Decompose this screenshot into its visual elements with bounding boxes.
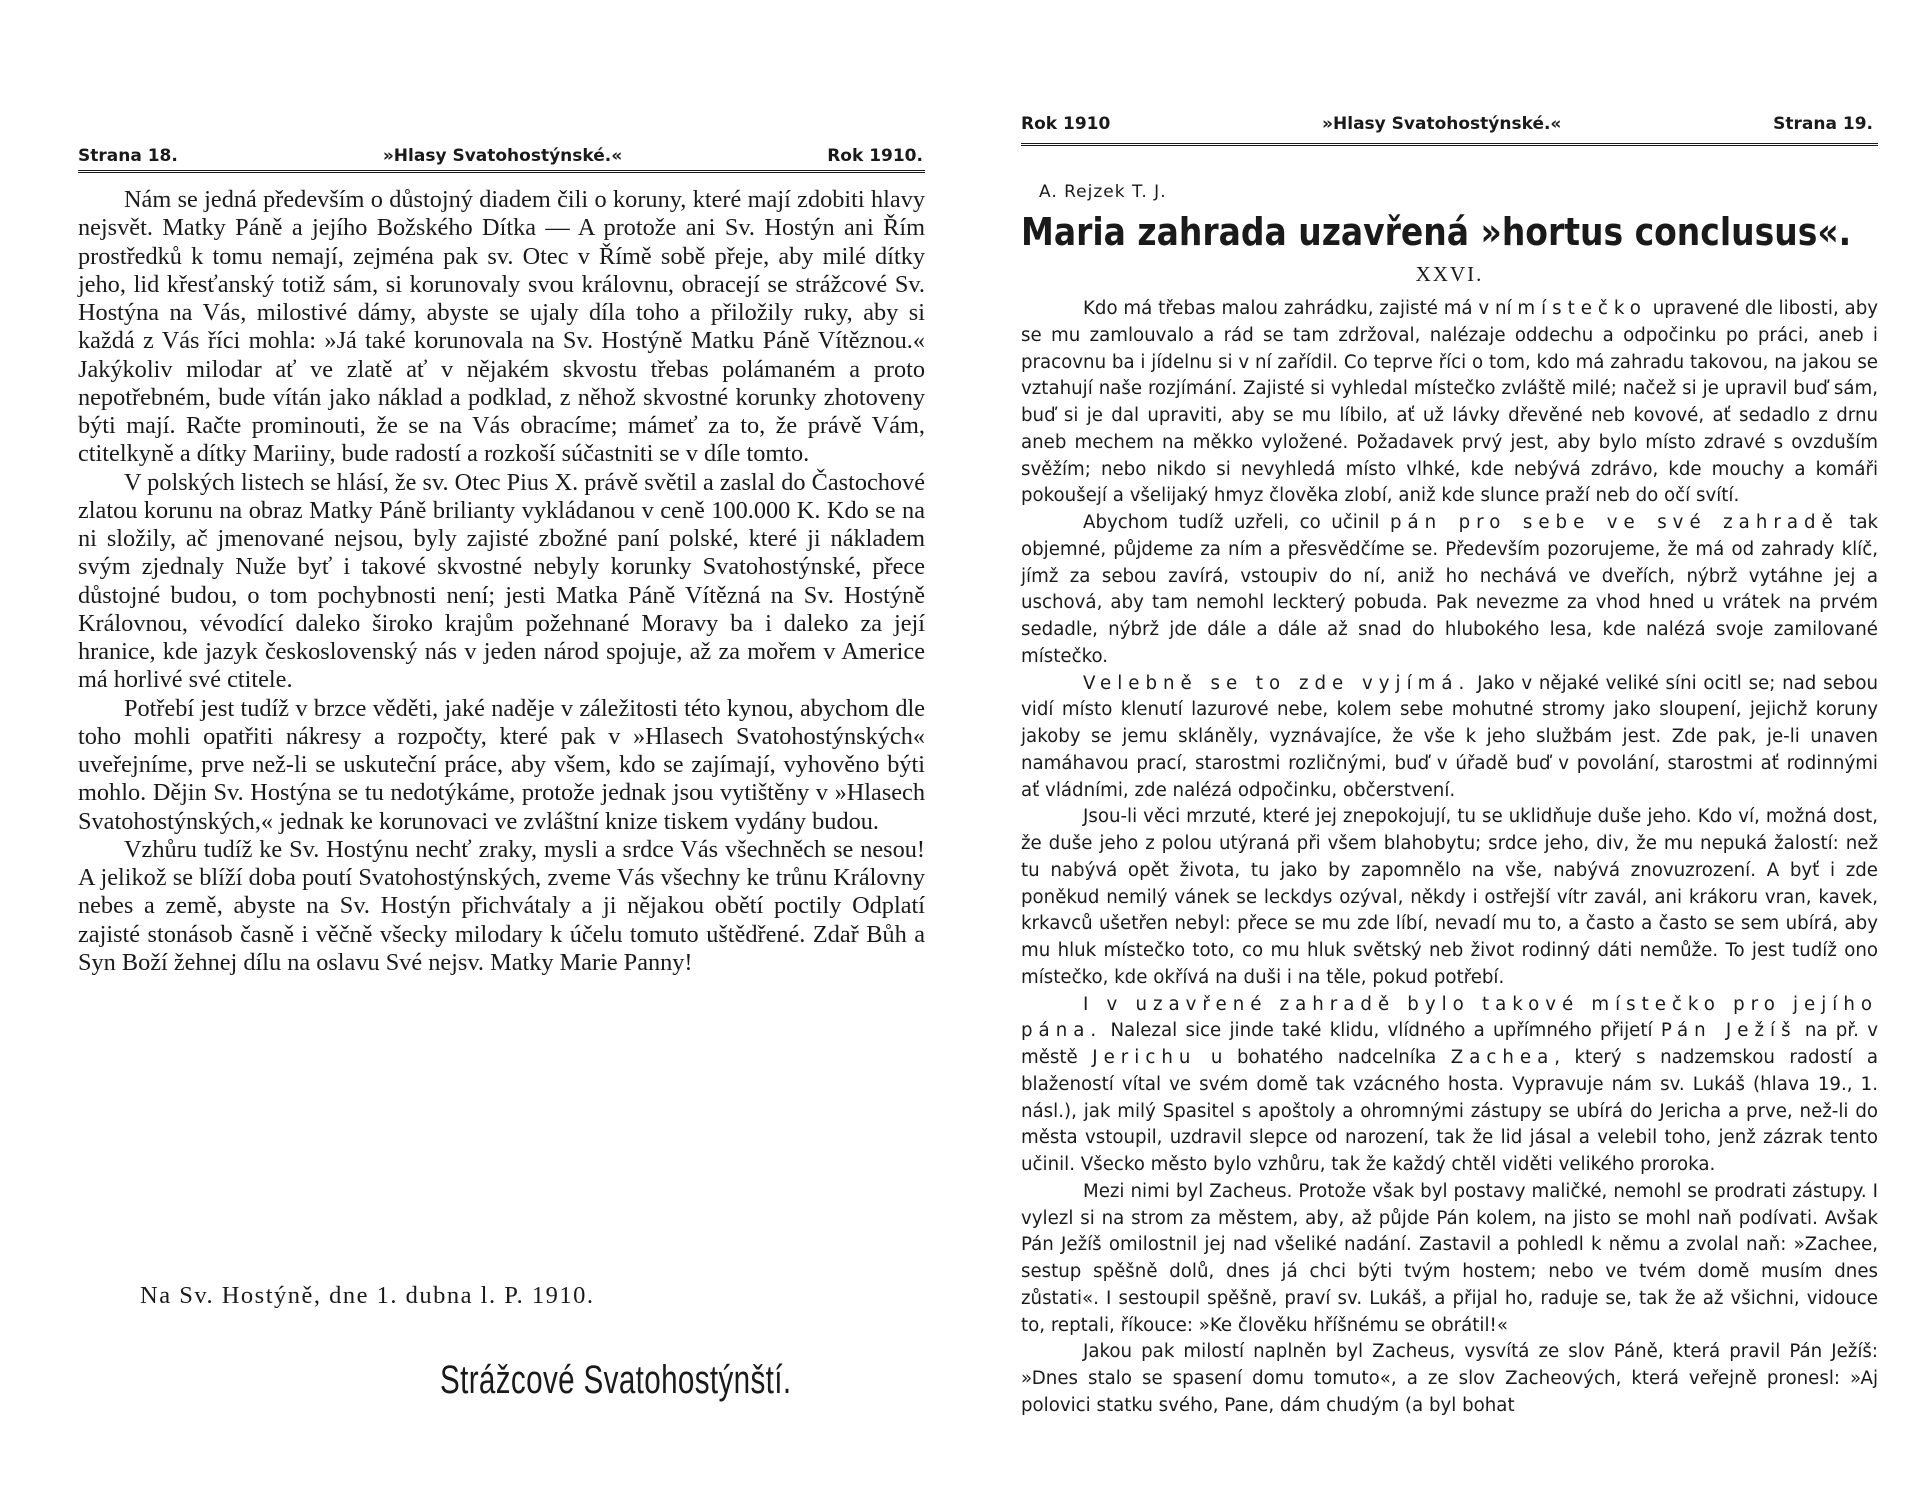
text-run: Kdo má třebas malou zahrádku, zajisté má v ní (1083, 298, 1518, 319)
text-run: Abychom tudíž uzřeli, co učinil (1083, 512, 1390, 533)
spaced-emphasis: Velebně se to zde vyjímá. (1083, 672, 1471, 694)
article-title: Maria zahrada uzavřená »hortus conclusus«. (1021, 210, 1852, 254)
year-left: Rok 1910. (827, 146, 923, 166)
text-run: na př. v městě (1021, 1020, 1878, 1068)
header-rule-left (78, 170, 925, 176)
text-run: Jako v nějaké veliké síni ocitl se; nad sebou vidí místo klenutí lazurové nebe, kolem sebe mohutné stromy jako sloupení, jejichž koruny jakoby se jemu skláněly, vyznávajíce, že vše k jeho službám jest. Zde pak, je-li unaven namáhavou prací, starostmi rozličnými, buď v úřadě buď v povolání, starostmi ať rodinnými ať vládními, zde nalézá odpočinku, občerstvení. (1021, 672, 1878, 801)
spaced-emphasis: místečko (1517, 298, 1647, 319)
running-head-right (1021, 114, 1873, 134)
running-head-left (78, 146, 923, 166)
text-run: tak objemné, půjdeme za ním a přesvědčíme se. Především pozorujeme, že má od zahrady klíč, jímž za sebou zavírá, vstoupiv do ní, aniž ho nechává ve dveřích, nýbrž vytáhne jej a uschová, aby tam nemohl leckterý pobuda. Pak nevezme za vhod hned u vrátek na prvém sedadle, nýbrž jde dále a dále až snad do hlubokého lesa, kde nalézá svoje zamilované místečko. (1021, 512, 1878, 667)
dateline: Na Sv. Hostýně, dne 1. dubna l. P. 1910. (140, 1282, 595, 1309)
spaced-emphasis: Jerichu (1092, 1047, 1197, 1068)
spaced-emphasis: Pán Ježíš (1660, 1020, 1797, 1042)
text-run: Nalezal sice jinde také klidu, vlídného a upřímného přijetí (1102, 1020, 1661, 1042)
chapter-number: XXVI. (1415, 262, 1484, 286)
text-run: upravené dle libosti, aby se mu zamlouvalo a rád se tam zdržoval, nalézaje oddechu a odpočinku po práci, aneb i pracovnu ba i jídelnu si v ní zařídil. Co teprve říci o tom, kdo má zahradu takovou, na jakou se vztahují naše rozjímání. Zajisté si vyhledal místečko zvláště milé; načež si je upravil buď sám, buď si je dal upraviti, aby se mu líbilo, ať už lávky dřevěné neb kovové, ať sedadlo z drnu aneb mechem na měkko vyložené. Požadavek prvý jest, aby bylo místo zdravé s ovzduším svěžím; nebo nikdo si nevyhledá místo vlhké, kde nebývá zdrávo, kde mouchy a komáři pokoušejí a všelijaký hmyz člověka zlobí, aniž kde slunce praží neb do očí svítí. (1021, 298, 1879, 507)
paragraph: Vzhůru tudíž ke Sv. Hostýnu nechť zraky, mysli a srdce Vás všechněch se nesou! A jelikož se blíží doba poutí Svatohostýnských, zveme Vás všechny ke trůnu Královny nebes a země, abyste na Sv. Hostýn přichvátaly a ji nějakou obětí poctily Odplatí zajisté stonásob časně i věčně všecky milodary k účelu tomuto uštědřené. Zdař Bůh a Syn Boží žehnej dílu na oslavu Své nejsv. Matky Marie Panny! (78, 835, 925, 976)
paragraph (1021, 296, 1878, 510)
text-run: , který s nadzemskou radostí a blažeností vítal ve svém domě tak vzácného hosta. Vypravuje nám sv. Lukáš (hlava 19., 1. násl.), jak milý Spasitel s apoštoly a ohromnými zástupy se ubírá do Jericha a prve, než-li do města vstoupil, uzdravil slepce od narození, tak že lid jásal a velebil toho, jenž zázrak tento učinil. Všecko město bylo vzhůru, tak že každý chtěl viděti velikého proroka. (1021, 1047, 1879, 1175)
header-rule-right (1021, 143, 1878, 149)
spaced-emphasis: I v uzavřené zahradě bylo takové místečko pro jejího pána. (1021, 993, 1878, 1042)
right-page (954, 0, 1908, 1501)
paragraph: Jsou-li věci mrzuté, které jej znepokojují, tu se uklidňuje duše jeho. Kdo ví, možná dost, že duše jeho z polou utýraná při všem blahobytu; srdce jeho, div, že mu nepuká žalostí: než tu nabývá opět života, tu jako by zapomnělo na vše, nabývá znovuzrození. A byť i zde poněkud nemilý vánek se leckdys ozýval, někdy i ostřejší vítr zavál, ani krákoru vran, kavek, krkavců ušetřen nebyl: přece se mu zde líbí, nevadí mu to, a často a často se sem ubírá, aby mu hluk místečko toto, co mu hluk světský neb život rodinný dáti nemůže. To jest tudíž ono místečko, kde okřívá na duši i na těle, pokud potřebí. (1021, 806, 1878, 988)
paragraph: Potřebí jest tudíž v brzce věděti, jaké naděje v záležitosti této kynou, abychom dle toho mohli opatřiti nákresy a rozpočty, které pak v »Hlasech Svatohostýnských« uveřejníme, prve než-li se uskuteční práce, aby všem, kdo se zajímají, vyhověno býti mohlo. Dějin Sv. Hostýna se tu nedotýkáme, protože jednak jsou vytištěny v »Hlasech Svatohostýnských,« jednak ke korunovaci ve zvláštní knize tiskem vydány budou. (78, 694, 925, 835)
paragraph: Jakou pak milostí naplněn byl Zacheus, vysvítá ze slov Páně, která pravil Pán Ježíš: »Dnes stalo se spasení domu tomuto«, a ze slov Zacheových, která veřejně pronesl: »Aj polovici statku svého, Pane, dám chudým (a byl bohat (1021, 1341, 1878, 1416)
article-author: A. Rejzek T. J. (1039, 182, 1167, 202)
left-body-text (78, 186, 925, 977)
paragraph (1021, 992, 1878, 1179)
spaced-emphasis: Zachea (1450, 1047, 1555, 1068)
paragraph (1021, 671, 1878, 805)
paragraph (1021, 510, 1878, 671)
paragraph: V polských listech se hlásí, že sv. Otec Pius X. právě světil a zaslal do Častochové zlatou korunu na obraz Matky Páně brilianty vykládanou v ceně 100.000 K. Kdo se na ni složily, ač jmenované nejsou, byly zajisté zbožné paní polské, které ji nákladem svým zjednaly Nuže byť i takové skvostné nebyly korunky Svatohostýnské, přece důstojné budou, o tom pochybnosti není; jesti Matka Páně Vítězná na Sv. Hostýně Královnou, vévodící daleko široko krajům požehnané Moravy ba i daleko za její hranice, kde jazyk československý nás v jeden národ spojuje, až za mořem v Americe má horlivé své ctitele. (78, 468, 925, 694)
journal-title-left: »Hlasy Svatohostýnské.« (382, 146, 623, 166)
page-number-right: Strana 19. (1773, 114, 1873, 134)
spaced-emphasis: pán pro sebe ve své zahradě (1389, 512, 1839, 533)
right-body-text (1021, 296, 1878, 1420)
journal-title-right: »Hlasy Svatohostýnské.« (1322, 114, 1562, 134)
text-run: u bohatého nadcelníka (1196, 1047, 1451, 1068)
signature: Strážcové Svatohostýnští. (440, 1358, 792, 1402)
year-right: Rok 1910 (1021, 114, 1111, 134)
paragraph: Mezi nimi byl Zacheus. Protože však byl postavy maličké, nemohl se prodrati zástupy. I vylezl si na strom za městem, aby, až půjde Pán kolem, na jisto se mohl naň podívati. Avšak Pán Ježíš omilostnil jej nad všeliké nadání. Zastavil a pohledl k němu a zvolal naň: »Zachee, sestup spěšně dolů, dnes já chci býti tvým hostem; nebo ve tvém domě musím dnes zůstati«. I sestoupil spěšně, praví sv. Lukáš, a přijal ho, raduje se, tak že až všichni, vidouce to, reptali, říkouce: »Ke člověku hříšnému se obrátil!« (1021, 1180, 1878, 1336)
page-number-left: Strana 18. (78, 146, 178, 166)
paragraph: Nám se jedná především o důstojný diadem čili o koruny, které mají zdobiti hlavy nejsvět. Matky Páně a jejího Božského Dítka — A protože ani Sv. Hostýn ani Řím prostředků k tomu nemají, zejména pak sv. Otec v Římě sobě přeje, aby milé dítky jeho, lid křesťanský totiž sám, si korunovaly svou královnu, obracejí se strážcové Sv. Hostýna na Vás, milostivé dámy, abyste se ujaly díla toho a přiložily ruky, aby si každá z Vás říci mohla: »Já také korunovala na Sv. Hostýně Matku Páně Vítěznou.« Jakýkoliv milodar ať ve zlatě ať v nějakém skvostu třebas polámaném a proto nepotřebném, bude vítán jako náklad a podklad, z něhož skvostné korunky zhotoveny býti mají. Račte prominouti, že se na Vás obracíme; mámeť za to, že právě Vám, ctitelkyně a dítky Mariiny, bude radostí a rozkoší súčastniti se v díle tomto. (78, 186, 925, 468)
